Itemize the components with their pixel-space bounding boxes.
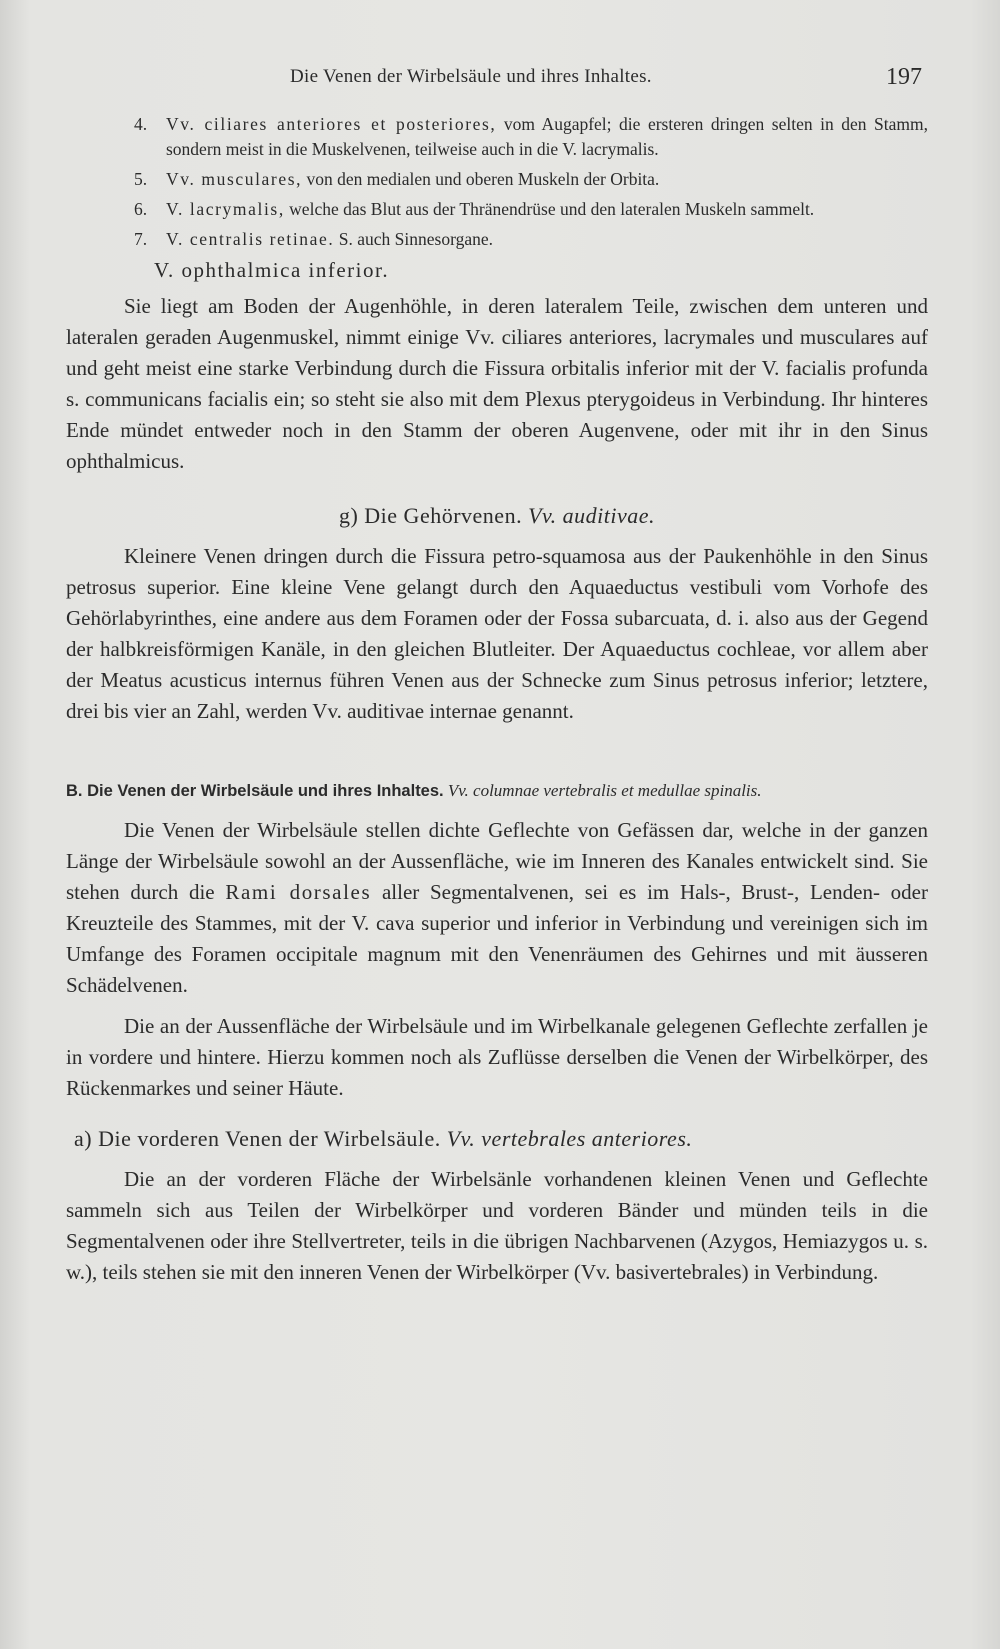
section-b-p1-start: Die Venen der Wirbelsäule stellen dichte Geflechte von Gefässen dar, welche in der ganzen Länge der Wirbelsäule sowohl an der Aussenfläche, wie im Inneren des Kanales entwickelt sind. Sie stehen durch die xyxy=(66,818,928,904)
list-item xyxy=(66,167,928,192)
vordere-heading-text: a) Die vorderen Venen der Wirbelsäule. xyxy=(74,1126,441,1151)
section-b-heading xyxy=(66,781,928,801)
gehoer-paragraph: Kleinere Venen dringen durch die Fissura petro-squamosa aus der Paukenhöhle in den Sinus petrosus superior. Eine kleine Vene gelangt durch den Aquaeductus vestibuli vom Vorhofe des Gehörlabyrinthes, eine andere aus dem Foramen oder der Fossa subarcuata, d. i. also aus der Gegend der halbkreisförmigen Kanäle, in den gleichen Blutleiter. Der Aquaeductus cochleae, vor allem aber der Meatus acusticus internus führen Venen aus der Schnecke zum Sinus petrosus inferior; letztere, drei bis vier an Zahl, werden Vv. auditivae internae genannt. xyxy=(66,544,928,723)
ophthalmica-heading: V. ophthalmica inferior. xyxy=(154,258,390,282)
list-item-text: von den medialen und oberen Muskeln der Orbita. xyxy=(302,169,660,189)
section-b-paragraph-1 xyxy=(66,815,928,1001)
vein-list xyxy=(66,112,928,252)
list-item-text: S. auch Sinnesorgane. xyxy=(334,229,493,249)
page-header xyxy=(0,66,1000,96)
vordere-heading-latin: Vv. vertebrales anteriores. xyxy=(446,1126,693,1151)
section-b-latin: Vv. columnae vertebralis et medullae spinalis. xyxy=(447,781,762,800)
page-number: 197 xyxy=(886,64,922,90)
list-item-text: welche das Blut aus der Thränendrüse und den lateralen Muskeln sammelt. xyxy=(284,199,815,219)
list-item-name: Vv. musculares, xyxy=(166,169,303,189)
list-item xyxy=(66,227,928,252)
vordere-heading xyxy=(74,1126,928,1152)
section-b-title: B. Die Venen der Wirbelsäule und ihres Inhaltes. xyxy=(66,782,444,800)
list-item-name: V. centralis retinae. xyxy=(166,229,335,249)
section-b-paragraph-2: Die an der Aussenfläche der Wirbelsäule und im Wirbelkanale gelegenen Geflechte zerfallen je in vordere und hintere. Hierzu kommen noch als Zuflüsse derselben die Venen der Wirbelkörper, des Rückenmarkes und seiner Häute. xyxy=(66,1014,928,1100)
list-item-number: 7. xyxy=(134,229,148,249)
list-item-number: 4. xyxy=(134,114,148,134)
list-item xyxy=(66,197,928,222)
list-item-number: 5. xyxy=(134,169,148,189)
section-b-p1-end: aller Segmentalvenen, sei es im Hals-, Brust-, Lenden- oder Kreuzteile des Stammes, mit der V. cava superior und inferior in Verbindung und vereinigen sich im Umfange des Foramen occipitale magnum mit den Venenräumen des Gehirnes und mit äusseren Schädelvenen. xyxy=(66,880,928,997)
list-item xyxy=(66,112,928,162)
vordere-paragraph: Die an der vorderen Fläche der Wirbelsänle vorhandenen kleinen Venen und Geflechte sammeln sich aus Teilen der Wirbelkörper und vorderen Bänder und münden teils in die Segmentalvenen oder ihre Stellvertreter, teils in die übrigen Nachbarvenen (Azygos, Hemiazygos u. s. w.), teils stehen sie mit den inneren Venen der Wirbelkörper (Vv. basivertebrales) in Verbindung. xyxy=(66,1167,928,1284)
page-content xyxy=(66,112,928,1288)
list-item-name: V. lacrymalis, xyxy=(166,199,285,219)
gehoer-heading-latin: Vv. auditivae. xyxy=(528,503,656,528)
list-item-number: 6. xyxy=(134,199,148,219)
ophthalmica-paragraph: Sie liegt am Boden der Augenhöhle, in deren lateralem Teile, zwischen dem unteren und lateralen geraden Augenmuskel, nimmt einige Vv. ciliares anteriores, lacrymales und musculares auf und geht meist eine starke Verbindung durch die Fissura orbitalis inferior mit der V. facialis profunda s. communicans facialis ein; so steht sie also mit dem Plexus pterygoideus in Verbindung. Ihr hinteres Ende mündet entweder noch in den Stamm der oberen Augenvene, oder mit ihr in den Sinus ophthalmicus. xyxy=(66,294,928,473)
running-title: Die Venen der Wirbelsäule und ihres Inhaltes. xyxy=(290,66,652,87)
list-item-text: vom Augapfel; die ersteren dringen selten in den Stamm, sondern meist in die Muskelvenen, teilweise auch in die V. lacrymalis. xyxy=(166,114,928,159)
gehoer-heading xyxy=(66,503,928,529)
spacer xyxy=(66,1001,928,1011)
section-b-p1-spaced: Rami dorsales xyxy=(225,880,372,904)
list-item-name: Vv. ciliares anteriores et posteriores, xyxy=(166,114,497,134)
gehoer-heading-text: g) Die Gehörvenen. xyxy=(338,503,523,528)
